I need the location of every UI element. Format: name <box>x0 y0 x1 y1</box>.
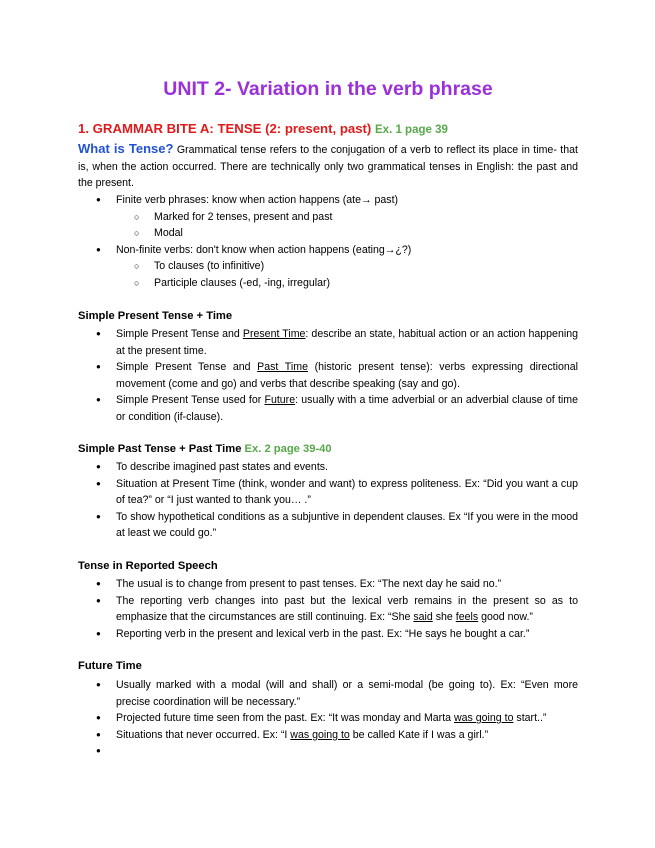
list-item: ● Situation at Present Time (think, wonder and want) to express politeness. Ex: “Did you want a cup of tea?” or “I just wanted to thank you… .” <box>78 476 578 509</box>
list-item: ● Simple Present Tense and Present Time: describe an state, habitual action or an action happening at the present time. <box>78 326 578 359</box>
sub-list-item: ○ Participle clauses (-ed, -ing, irregular) <box>116 275 578 292</box>
simple-present-list <box>78 326 578 426</box>
reported-speech-heading: Tense in Reported Speech <box>78 560 218 572</box>
simple-present-heading: Simple Present Tense + Time <box>78 310 233 322</box>
simple-past-list <box>78 459 578 542</box>
list-item: ● Usually marked with a modal (will and shall) or a semi-modal (be going to). Ex: “Even more precise coordination will be necessary.” <box>78 677 578 710</box>
tense-bullet-list <box>78 192 578 292</box>
list-item-text: Finite verb phrases: know when action happens (ate→ past) <box>116 194 399 206</box>
what-is-tense-label: What is Tense? <box>78 141 174 156</box>
underlined-term: was going to <box>453 712 514 725</box>
underlined-term: feels <box>455 611 479 624</box>
section-heading-grammar-bite <box>78 121 448 136</box>
list-item: ● To describe imagined past states and events. <box>78 459 578 476</box>
definition-text: Grammatical tense refers to the conjugation of a verb to reflect its place in time- that is, when the action occurred. There are technically only two grammatical tenses in English: the past and the present. <box>78 144 578 189</box>
underlined-term: was going to <box>290 728 350 741</box>
reported-speech-list <box>78 576 578 642</box>
page-title: UNIT 2- Variation in the verb phrase <box>163 78 493 100</box>
list-item <box>78 192 578 242</box>
underlined-term: said <box>413 611 433 624</box>
future-time-list <box>78 677 578 743</box>
list-item: ● To show hypothetical conditions as a subjuntive in dependent clauses. Ex “If you were in the mood at least we could go.” <box>78 509 578 542</box>
list-item: ● Simple Present Tense and Past Time (historic present tense): verbs expressing directional movement (come and go) and verbs that describe speaking (say and go). <box>78 359 578 392</box>
sub-list-item: ○ To clauses (to infinitive) <box>116 258 578 275</box>
list-item: ● Simple Present Tense used for Future: usually with a time adverbial or an adverbial clause of time or condition (if-clause). <box>78 392 578 425</box>
sub-list-item: ○ Modal <box>116 225 578 242</box>
section-heading-text: 1. GRAMMAR BITE A: TENSE (2: present, past) <box>78 121 372 136</box>
list-item: ● Reporting verb in the present and lexical verb in the past. Ex: “He says he bought a car.” <box>78 626 578 643</box>
sub-list <box>116 258 578 291</box>
list-item: ● Situations that never occurred. Ex: “I was going to be called Kate if I was a girl.” <box>78 727 578 744</box>
exercise-reference: Ex. 2 page 39-40 <box>244 443 332 455</box>
tense-definition-paragraph <box>78 141 578 192</box>
list-item-text: Non-finite verbs: don't know when action happens (eating→¿?) <box>116 243 412 256</box>
list-item: ● Projected future time seen from the past. Ex: “It was monday and Marta was going to start..” <box>78 710 578 727</box>
underlined-term: Future <box>264 394 296 407</box>
simple-past-heading: Simple Past Tense + Past Time Ex. 2 page 39-40 <box>78 443 332 455</box>
underlined-term: Past Time <box>257 361 308 374</box>
future-time-heading: Future Time <box>78 660 142 672</box>
exercise-reference: Ex. 1 page 39 <box>375 124 448 136</box>
list-item <box>78 242 578 292</box>
sub-list-item: ○ Marked for 2 tenses, present and past <box>116 209 578 226</box>
list-item: ● The usual is to change from present to past tenses. Ex: “The next day he said no.” <box>78 576 578 593</box>
sub-list <box>116 209 578 242</box>
underlined-term: Present Time <box>242 328 306 340</box>
list-item: ● The reporting verb changes into past but the lexical verb remains in the present so as to emphasize that the circumstances are still continuing. Ex: “She said she feels good now.” <box>78 593 578 626</box>
